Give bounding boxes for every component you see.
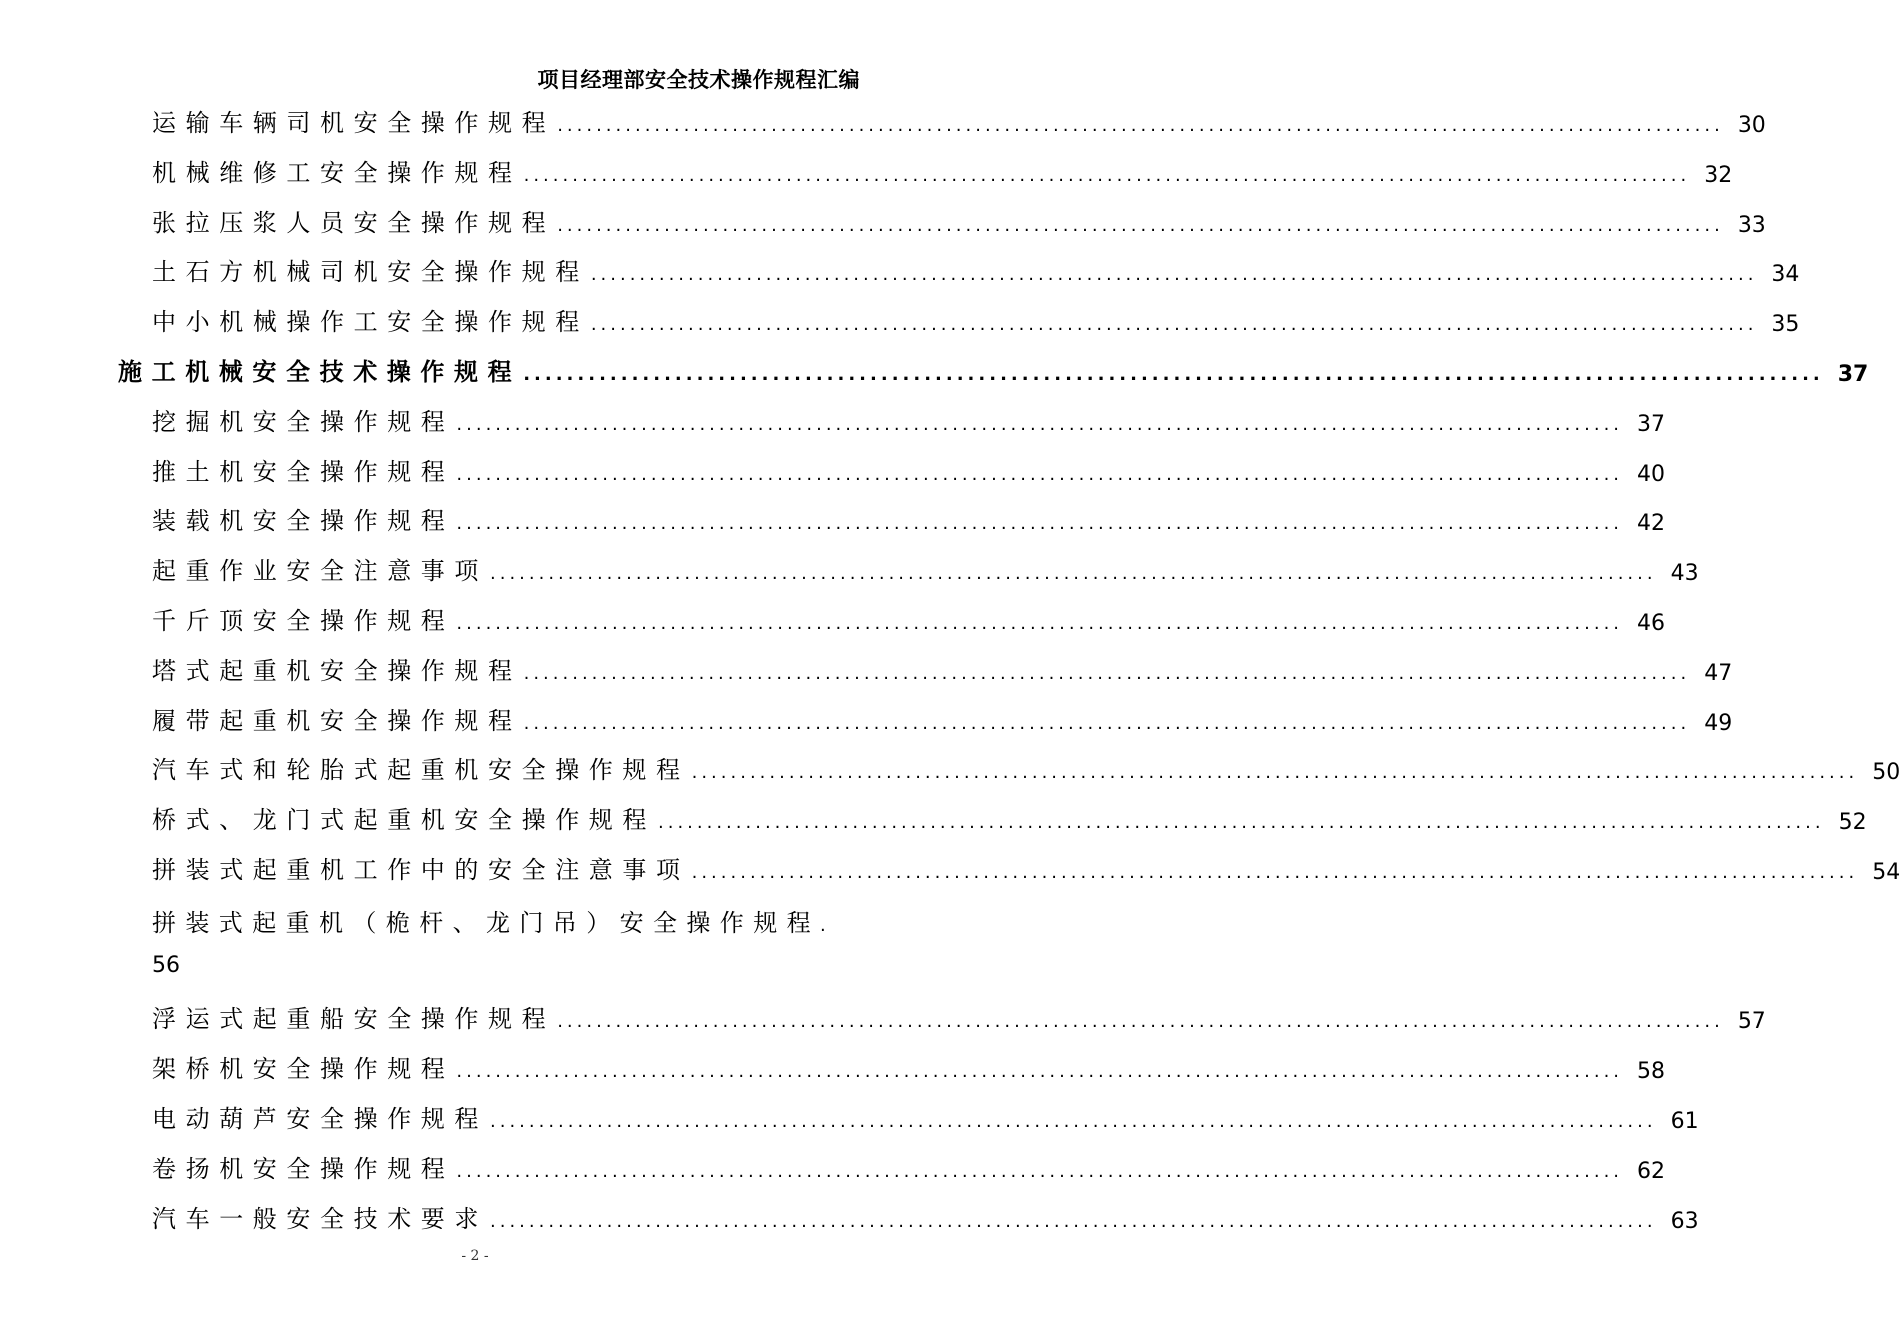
toc-leader-dots: ........................................................................................................................ (557, 1011, 1724, 1033)
table-of-contents (0, 99, 1900, 1244)
toc-entry-page: 49 (1704, 710, 1733, 736)
toc-entry-title: 千斤顶安全操作规程 (152, 606, 455, 635)
toc-leader-dots: ........................................................................................................................ (590, 314, 1758, 336)
toc-entry-page: 46 (1637, 610, 1666, 636)
toc-entry-page: 43 (1670, 561, 1699, 587)
toc-entry-title: 张拉压浆人员安全操作规程 (152, 208, 556, 237)
toc-entry-page: 37 (1837, 361, 1869, 387)
toc-entry[interactable] (0, 896, 950, 946)
toc-leader-dots: ........................................................................................................................ (691, 861, 1859, 883)
toc-entry[interactable] (0, 1145, 1666, 1195)
toc-entry-title: 浮运式起重船安全操作规程 (152, 1005, 556, 1034)
toc-entry[interactable] (0, 497, 1666, 547)
toc-entry-title: 桥式、龙门式起重机安全操作规程 (152, 806, 656, 835)
toc-entry[interactable] (0, 597, 1666, 647)
toc-leader-dots: ........................................................................................................................ (456, 612, 1624, 634)
toc-leader-dots: ........................................................................................................................ (523, 363, 1824, 385)
toc-leader-dots: ........................................................................................................................ (456, 1061, 1624, 1083)
toc-entry[interactable] (0, 547, 1699, 597)
toc-entry-page: 35 (1771, 312, 1800, 338)
toc-entry-page: 50 (1872, 760, 1900, 786)
toc-entry-continuation (0, 946, 950, 996)
toc-entry-page: 33 (1737, 212, 1766, 238)
toc-leader-dots: ........................................................................................................................ (523, 164, 1691, 186)
toc-entry-page: 62 (1637, 1158, 1666, 1184)
toc-entry[interactable] (0, 746, 1900, 796)
toc-leader-dots: ........................................................................................................................ (456, 513, 1624, 535)
toc-section-heading[interactable] (0, 348, 1869, 398)
toc-entry-page: 34 (1771, 262, 1800, 288)
toc-leader-dots: . (820, 914, 826, 936)
toc-entry[interactable] (0, 398, 1666, 448)
toc-leader-dots: ........................................................................................................................ (490, 1210, 1657, 1232)
toc-entry[interactable] (0, 846, 1900, 896)
toc-entry[interactable] (0, 298, 1800, 348)
toc-entry-title: 推土机安全操作规程 (152, 457, 455, 486)
toc-leader-dots: ........................................................................................................................ (456, 463, 1624, 485)
toc-entry[interactable] (0, 149, 1733, 199)
toc-entry-title: 装载机安全操作规程 (152, 507, 455, 536)
toc-leader-dots: ........................................................................................................................ (456, 413, 1624, 435)
toc-entry-title: 架桥机安全操作规程 (152, 1055, 455, 1084)
toc-leader-dots: ........................................................................................................................ (557, 115, 1724, 136)
toc-entry-title: 汽车式和轮胎式起重机安全操作规程 (152, 756, 690, 785)
toc-entry[interactable] (0, 199, 1766, 249)
toc-entry-title: 施工机械安全技术操作规程 (118, 357, 522, 386)
toc-entry-title: 挖掘机安全操作规程 (152, 407, 455, 436)
toc-entry-page: 63 (1670, 1208, 1699, 1234)
toc-entry[interactable] (0, 697, 1733, 747)
toc-entry-title: 汽车一般安全技术要求 (152, 1204, 488, 1233)
toc-entry-title: 中小机械操作工安全操作规程 (152, 308, 589, 337)
toc-entry-title: 电动葫芦安全操作规程 (152, 1104, 488, 1133)
toc-entry-title: 拼装式起重机工作中的安全注意事项 (152, 855, 690, 884)
toc-leader-dots: ........................................................................................................................ (658, 812, 1825, 834)
toc-leader-dots: ........................................................................................................................ (456, 1160, 1624, 1182)
toc-leader-dots: ........................................................................................................................ (523, 662, 1691, 684)
toc-leader-dots: ........................................................................................................................ (557, 214, 1724, 236)
toc-entry-page: 57 (1737, 1009, 1766, 1035)
toc-entry-page: 37 (1637, 411, 1666, 437)
toc-entry[interactable] (0, 248, 1800, 298)
toc-entry[interactable] (0, 1095, 1699, 1145)
toc-leader-dots: ........................................................................................................................ (590, 264, 1758, 286)
page-number: - 2 - (461, 1248, 489, 1264)
toc-entry-page: 52 (1838, 810, 1867, 836)
toc-entry-page: 58 (1637, 1059, 1666, 1085)
toc-entry-page: 40 (1637, 461, 1666, 487)
toc-leader-dots: ........................................................................................................................ (490, 563, 1657, 585)
toc-entry-title: 运输车辆司机安全操作规程 (152, 109, 556, 137)
toc-entry[interactable] (0, 1195, 1699, 1245)
toc-entry-page: 42 (1637, 511, 1666, 537)
toc-entry-title: 卷扬机安全操作规程 (152, 1154, 455, 1183)
toc-entry-page: 47 (1704, 660, 1733, 686)
toc-entry-title: 起重作业安全注意事项 (152, 557, 488, 586)
toc-entry-page: 54 (1872, 859, 1900, 885)
toc-entry[interactable] (0, 99, 1766, 149)
toc-entry-title: 塔式起重机安全操作规程 (152, 656, 522, 685)
toc-leader-dots: ........................................................................................................................ (523, 712, 1691, 734)
toc-entry[interactable] (0, 647, 1733, 697)
toc-entry-title: 拼装式起重机（桅杆、龙门吊）安全操作规程 (152, 908, 820, 937)
toc-entry[interactable] (0, 1045, 1666, 1095)
toc-entry-title: 履带起重机安全操作规程 (152, 706, 522, 735)
toc-entry-page: 30 (1737, 113, 1766, 138)
running-header: 项目经理部安全技术操作规程汇编 (537, 68, 860, 92)
toc-leader-dots: ........................................................................................................................ (490, 1110, 1657, 1132)
toc-entry[interactable] (0, 796, 1867, 846)
toc-entry-title: 机械维修工安全操作规程 (152, 158, 522, 187)
toc-entry-page: 61 (1670, 1108, 1699, 1134)
toc-entry[interactable] (0, 995, 1766, 1045)
toc-leader-dots: ........................................................................................................................ (691, 762, 1859, 784)
toc-entry-title: 土石方机械司机安全操作规程 (152, 258, 589, 287)
toc-entry-page: 32 (1704, 162, 1733, 188)
toc-entry[interactable] (0, 448, 1666, 498)
toc-entry-page: 56 (152, 952, 180, 978)
